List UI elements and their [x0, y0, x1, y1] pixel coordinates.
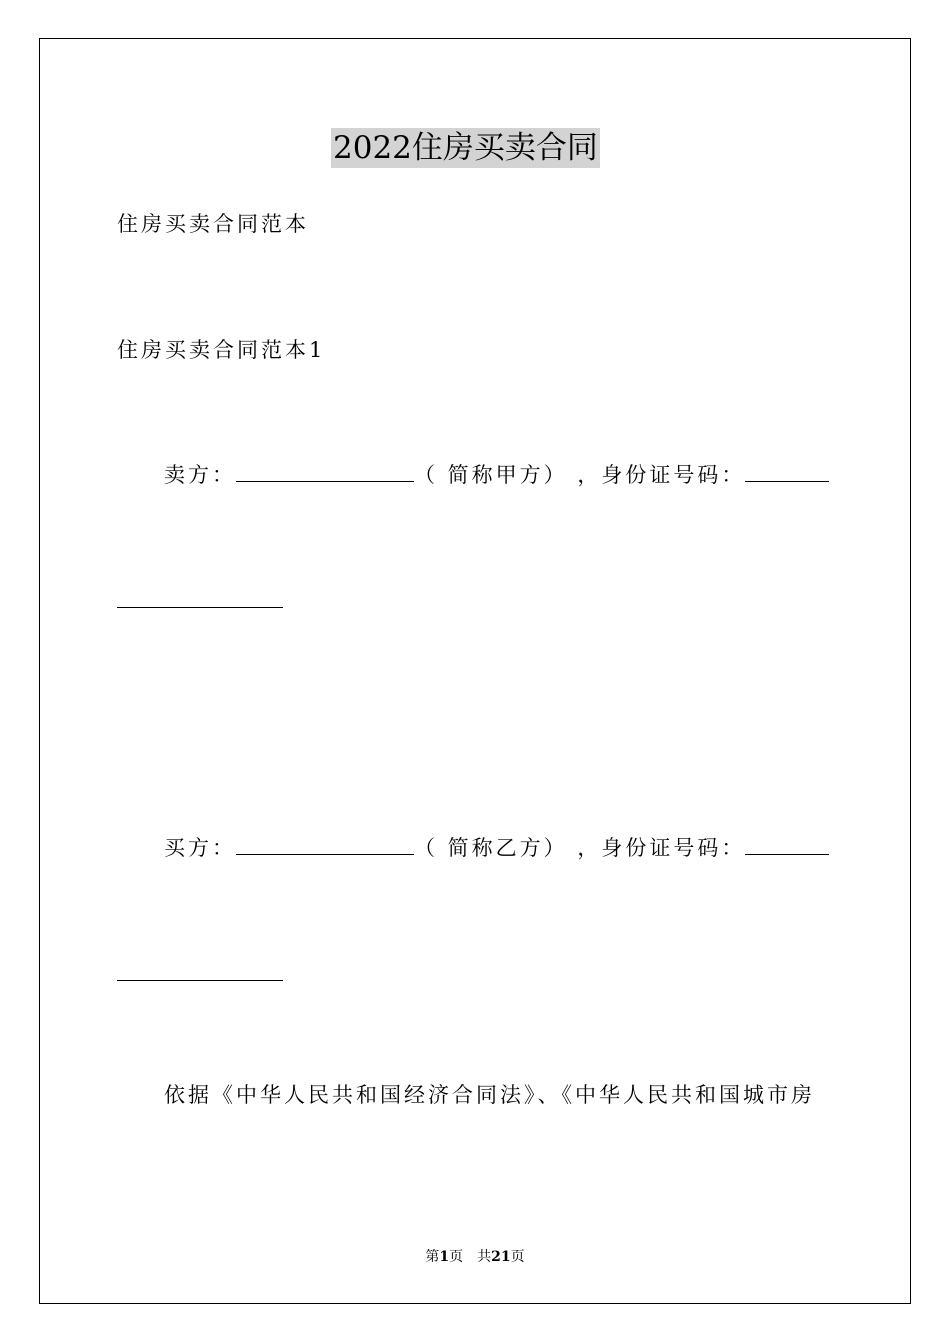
page-footer	[0, 1247, 950, 1267]
buyer-name-blank	[236, 832, 414, 855]
buyer-line	[164, 832, 829, 863]
buyer-id-continuation-rule	[117, 980, 283, 981]
seller-abbrev: （ 简称甲方） ，身份证号码：	[414, 463, 746, 487]
document-subtitle: 住房买卖合同范本	[117, 212, 309, 236]
seller-name-blank	[236, 459, 414, 482]
buyer-label: 买方：	[164, 836, 236, 860]
footer-total-pages: 21	[491, 1249, 511, 1265]
footer-mid: 页 共	[449, 1249, 492, 1265]
basis-paragraph: 依据《中华人民共和国经济合同法》、《中华人民共和国城市房	[164, 1083, 815, 1107]
buyer-id-blank	[745, 832, 829, 855]
footer-page-number: 1	[439, 1249, 450, 1265]
seller-label: 卖方：	[164, 463, 236, 487]
footer-prefix: 第	[425, 1249, 440, 1265]
seller-id-blank	[745, 459, 829, 482]
section-heading: 住房买卖合同范本1	[117, 338, 326, 362]
buyer-abbrev: （ 简称乙方） ，身份证号码：	[414, 836, 746, 860]
seller-line	[164, 459, 829, 490]
seller-id-continuation-rule	[117, 607, 283, 608]
document-title: 2022住房买卖合同	[333, 130, 598, 166]
footer-suffix: 页	[510, 1249, 525, 1265]
